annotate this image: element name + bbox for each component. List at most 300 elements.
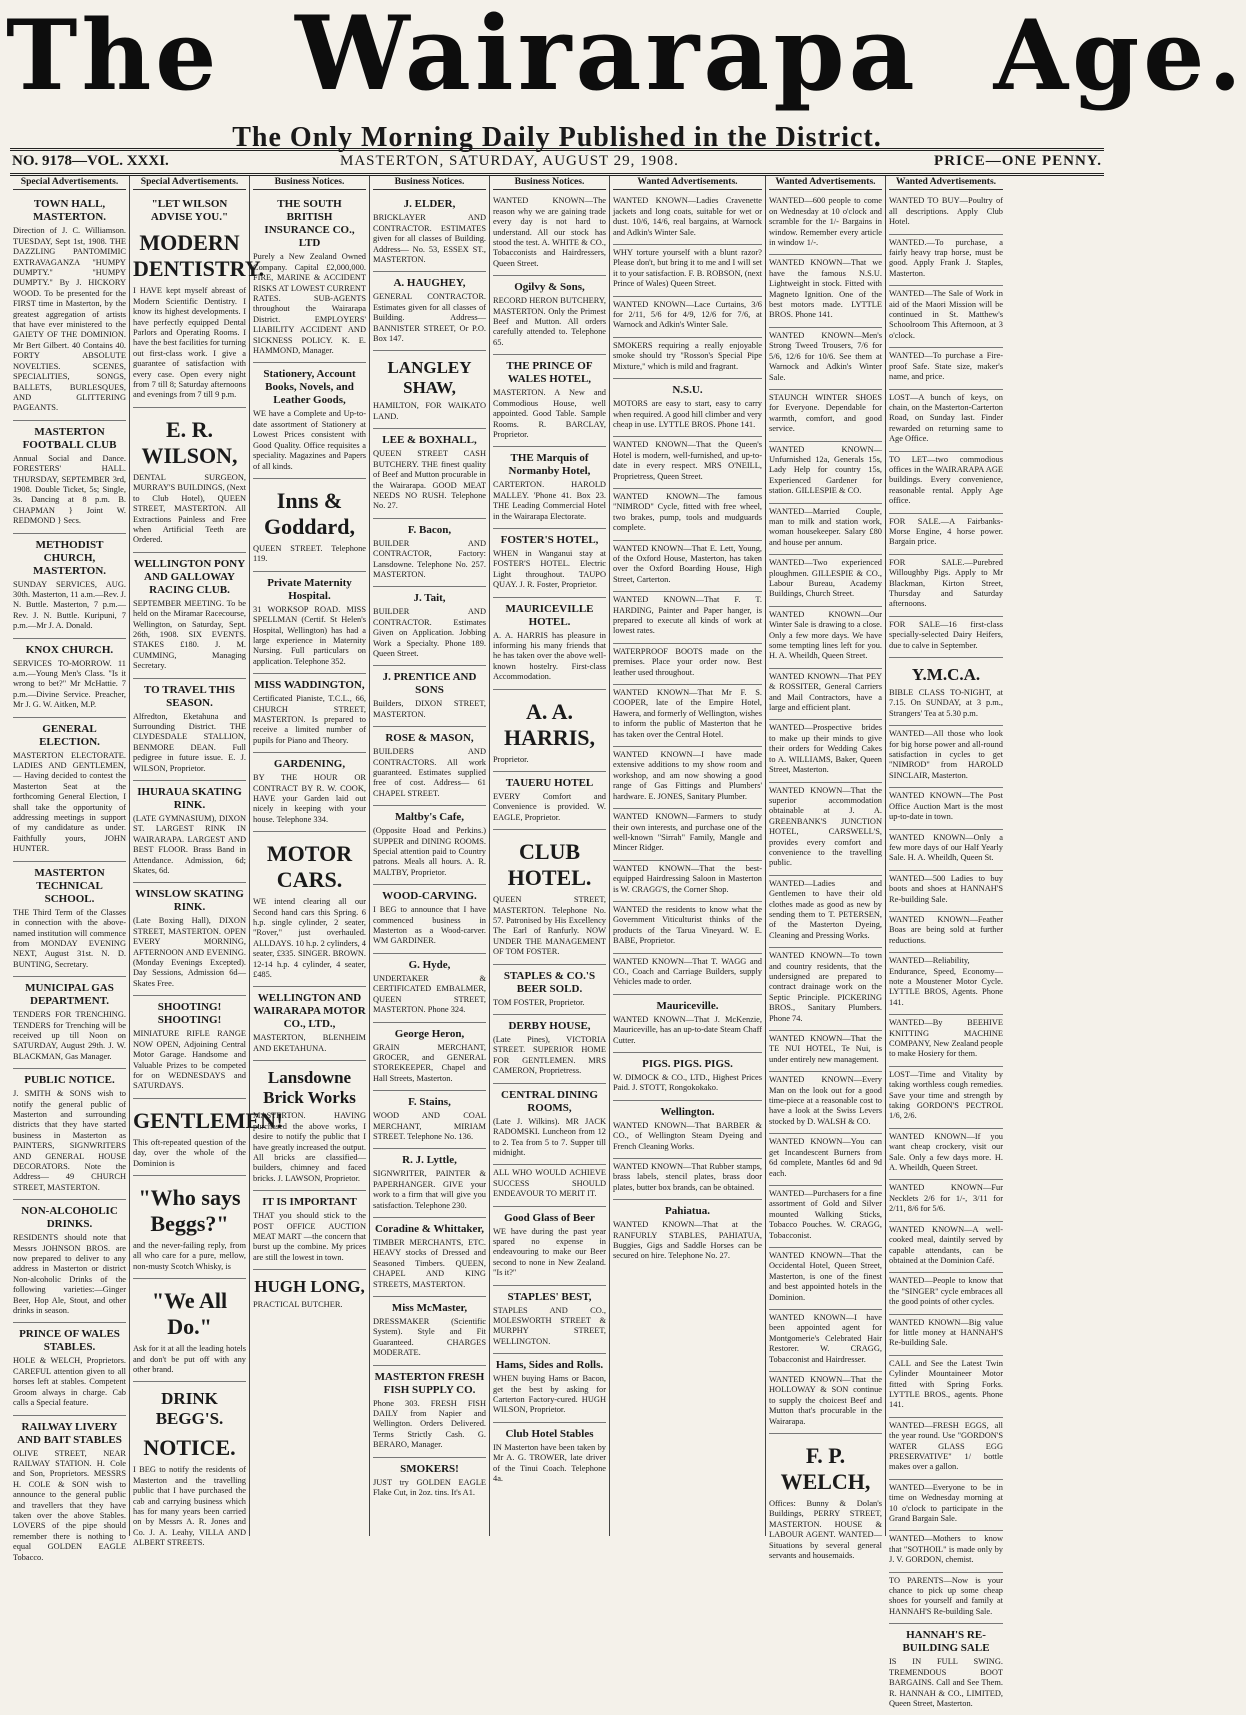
advert-body: UNDERTAKER & CERTIFICATED EMBALMER, QUEEN STREET, MASTERTON. Phone 324. [373,973,486,1015]
advert-body: Builders, DIXON STREET, MASTERTON. [373,699,486,719]
advertisement [889,555,1003,617]
advert-body: SEPTEMBER MEETING. To be held on the Miramar Racecourse, Wellington, on Saturday, Sept. 26th, 1908. SIX EVENTS. STAKES £180. J. M. CUMMING, Managing Secretary. [133,598,246,671]
advertisement [889,193,1003,234]
advert-body: WANTED KNOWN—That E. Lett, Young, of the Oxford House, Masterton, has taken over the Oxford Boarding House, High Street, Carterton. [613,543,762,584]
advert-body: HOLE & WELCH, Proprietors. CAREFUL attention given to all horses left at stables. Competent Groom always in charge. Cab calls a Special feature. [13,1356,126,1408]
advert-heading: WINSLOW SKATING RINK. [135,888,244,914]
advert-heading: PRINCE OF WALES STABLES. [19,1328,120,1354]
advert-heading: MASTERTON FOOTBALL CLUB [22,425,117,451]
advertisement [769,328,882,390]
advert-heading: Miss McMaster, [391,1302,468,1314]
advertisement [373,1218,486,1297]
advert-display-heading: GENTLEMEN! [133,1107,284,1133]
advert-body: TO PARENTS—Now is your chance to pick up some cheap shoes for yourself and family at HANNAH'S Re-building Sale. [889,1575,1003,1616]
advert-body: BRICKLAYER AND CONTRACTOR. ESTIMATES given for all classes of Building. Address— No. 53, ESSEX ST., MASTERTON. [373,213,486,265]
advertisement [133,883,246,996]
advertisement [613,1200,762,1268]
advertisement [769,1372,882,1434]
advert-heading: Wellington. [660,1105,715,1118]
advert-display-heading: A. A. HARRIS, [503,698,596,750]
advert-body: WANTED KNOWN—Lace Curtains, 3/6 for 2/11, 5/6 for 4/9, 12/6 for 7/6, at Warnock and Adkin's Winter Sale. [613,299,762,330]
advert-body: BUILDER AND CONTRACTOR. Estimates Given on Application. Jobbing Work a Specialty. Phone 189. Queen Street. [373,607,486,658]
advert-body: (Late J. Wilkins). MR JACK RADOMSKI. Luncheon from 12 to 2. Tea from 5 to 7. Supper till midnight. [493,1116,606,1157]
advert-body: WHEN buying Hams or Bacon, get the best by asking for Carterton Factory-cured. HUGH WILSON, Proprietor. [493,1374,606,1415]
advert-heading: Pahiatua. [665,1205,710,1218]
advert-body: FOR SALE—16 first-class specially-selected Dairy Heifers, due to calve in September. [889,619,1003,650]
advert-body: WANTED KNOWN—That the best-equipped Hairdressing Saloon in Masterton is W. CRAGG'S, the Corner Shop. [613,863,762,894]
advert-body: WANTED KNOWN—The reason why we are gaining trade every day is not hard to understand. All our stock has stood the test. A. WHITE & CO., Tobacconists and Hairdressers, Queen Street. [493,196,606,268]
advert-heading: STAPLES' BEST, [507,1290,592,1303]
advert-body: MASTERTON ELECTORATE. LADIES AND GENTLEMEN,— Having decided to contest the Masterton Seat at the forthcoming General Election, I shall take the opportunity of addressing meetings in support of my candidature as under. Faithfully yours, JOHN HUNTER. [13,750,126,854]
advertisement [133,1279,246,1382]
advert-heading: George Heron, [394,1027,465,1040]
advert-heading: R. J. Lyttle, [402,1154,457,1167]
advert-body: (LATE GYMNASIUM), DIXON ST. LARGEST RINK IN WAIRARAPA. LARGEST AND BEST FLOOR. Brass Band in Attendance. Admission, 6d; Skates, 6d. [133,814,246,876]
advertisement [769,876,882,948]
advert-body: STAPLES AND CO., MOLESWORTH STREET & MURPHY STREET, WELLINGTON. [493,1305,606,1346]
advertisement [889,1418,1003,1480]
advertisement [493,447,606,529]
advertisement [493,276,606,355]
advert-display-heading: CLUB HOTEL. [507,839,592,891]
advert-display-heading: Inns & Goddard, [263,487,356,539]
newspaper-title [6,0,1246,116]
advert-body: WANTED KNOWN—If you want cheap crockery, visit our Sale. Only a few days more. H. A. Wheildh, Queen Street. [889,1131,1003,1173]
advertisement [889,1480,1003,1532]
advert-body: WANTED the residents to know what the Government Viticulturist thinks of the products of the Tarua Vineyard. W. E. BABE, Proprietor. [613,904,762,946]
advertisement [769,1434,882,1567]
advertisement [613,592,762,644]
advert-heading: TOWN HALL, MASTERTON. [32,198,107,224]
advert-body: A. A. HARRIS has pleasure in informing his many friends that he has taken over the above well-known hostelry. First-class Accommodation. [493,630,606,682]
advert-body: WANTED KNOWN—The famous "NIMROD" Cycle, fitted with free wheel, two brakes, pump, tools and mudguards complete. [613,491,762,533]
advert-body: SMOKERS requiring a really enjoyable smoke should try "Rosson's Special Pipe Mixture," which is mild and fragrant. [613,340,762,371]
advertisement [889,788,1003,829]
advert-heading: GENERAL ELECTION. [39,722,100,748]
advert-body: Phone 303. FRESH FISH DAILY from Napier and Wellington. Orders Delivered. Terms Strictly Cash. G. BERARO, Manager. [373,1398,486,1450]
advertisement [889,1356,1003,1418]
advertisement [889,1222,1003,1274]
advertisement [769,607,882,669]
advert-heading: Mauriceville. [656,999,719,1012]
advertisement [373,806,486,885]
advert-heading: Club Hotel Stables [505,1427,594,1440]
issue-volume: NO. 9178—VOL. XXXI. [12,153,169,169]
advert-body: BUILDER AND CONTRACTOR, Factory: Lansdowne. Telephone No. 257. MASTERTON. [373,538,486,579]
advert-body: WANTED KNOWN—Big value for little money at HANNAH'S Re-building Sale. [889,1317,1003,1348]
advertisement [493,965,606,1015]
advert-body: WANTED KNOWN—That BARBER & CO., of Wellington Steam Dyeing and French Cleaning Works. [613,1120,762,1151]
advert-body: WANTED—600 people to come on Wednesday at 10 o'clock and scramble for the 1/- Bargains in window. Remember every article in window 1/-. [769,196,882,248]
masthead [0,0,1246,153]
advert-body: RESIDENTS should note that Messrs JOHNSON BROS. are now prepared to deliver to any address in Masterton or district Non-alcoholic Drinks of the following varieties:—Ginger Beer, Hop Ale, Stout, and other drinks in season. [13,1233,126,1316]
advertisement [613,644,762,685]
advert-body: Offices: Bunny & Dolan's Buildings, PERRY STREET, MASTERTON. HOUSE & LABOUR AGENT. WANTED—Situations by several general servants and housemaids. [769,1499,882,1561]
title-word-wairarapa: Wairarapa [295,0,919,114]
advert-heading: THE PRINCE OF WALES HOTEL, [506,360,593,386]
advert-body: This oft-repeated question of the day, over the whole of the Dominion is [133,1137,246,1168]
advertisement [13,193,126,420]
advert-body: BY THE HOUR OR CONTRACT BY R. W. COOK, HAVE your Garden laid out nicely in keeping with your house. Telephone 334. [253,773,366,824]
advert-heading: GARDENING, [273,758,346,771]
advert-body: TOM FOSTER, Proprietor. [493,997,585,1007]
advert-heading: A. HAUGHEY, [393,277,466,290]
advert-heading: LEE & BOXHALL, [382,434,477,447]
advertisement [13,1416,126,1569]
advertisement [613,685,762,747]
advertisement [769,555,882,607]
advert-body: Certificated Pianiste, T.C.L., 66, CHURCH STREET, MASTERTON. Is prepared to receive a limited number of pupils for Piano and Theory. [253,694,366,745]
advertisement [889,726,1003,788]
advertisement [769,1310,882,1372]
advertisement [133,679,246,781]
column-heading: Special Advertisements. [133,176,246,190]
advertisement [253,193,366,363]
advertisement [889,1531,1003,1572]
advertisement [373,272,486,351]
advert-body: WANTED KNOWN—That the Queen's Hotel is modern, well-furnished, and up-to-date in every respect. MRS O'NEILL, Proprietress, Queen Street. [613,440,762,481]
advertisement [889,235,1003,287]
advert-body: CARTERTON. HAROLD MALLEY. 'Phone 41. Box 23. THE Leading Commercial Hotel in the Wairarapa Electorate. [493,480,606,521]
advert-body: WHEN in Wanganui stay at FOSTER'S HOTEL. Electric Light throughout. TAUPO QUAY. J. R. Foster, Proprietor. [493,548,606,590]
advertisement [889,912,1003,953]
advert-body: I BEG to announce that I have commenced business in Masterton as a Wood-carver. WM GARDINER. [373,905,486,946]
advertisement [493,1354,606,1423]
advert-body: WATERPROOF BOOTS made on the premises. Place your order now. Best leather used throughout. [613,646,762,677]
newspaper-subtitle: The Only Morning Daily Published in the District. [232,122,882,153]
advertisement [253,674,366,753]
advert-heading: MUNICIPAL GAS DEPARTMENT. [25,982,114,1008]
advert-body: J. SMITH & SONS wish to notify the general public of Masterton and surrounding districts that they have started business in Masterton as PAINTERS, SIGNWRITERS AND GENERAL HOUSE DECORATORS. Note the Address— 49 CHURCH STREET, MASTERTON. [13,1089,126,1192]
advertisement [889,1180,1003,1221]
advert-body: WANTED KNOWN—That Rubber stamps, brass labels, stencil plates, brass door plates, butter box brands, can be obtained. [613,1162,762,1192]
advert-heading: Stationery, Account Books, Novels, and Leather Goods, [263,368,356,407]
advert-body: WANTED KNOWN—That the superior accommodation obtainable at J. A. GREENBANK'S JUNCTION HOTEL, CARSWELL'S, provides every comfort and convenience to the travelling public. [769,785,882,868]
advert-heading: KNOX CHURCH. [25,643,114,656]
advert-display-heading: "Who says Beggs?" [138,1184,241,1236]
advert-heading: WELLINGTON PONY AND GALLOWAY RACING CLUB. [133,557,246,596]
advertisement [889,830,1003,871]
advert-body: WE intend clearing all our Second hand cars this Spring. 6 h.p. single cylinder, 2 seater, "Rover," just overhauled. ALLDAYS. 10 h.p. 2 cylinders, 4 seater, £335. SINGER. BROWN. 12-14 h.p. 4 cylinder, 4 seater, £485. [253,897,366,980]
advert-body: WANTED KNOWN—The Post Office Auction Mart is the most up-to-date in town. [889,791,1003,822]
advertisement [253,987,366,1061]
advertisement [373,1297,486,1366]
advertisement [769,1248,882,1310]
advertisement [769,1031,882,1072]
advert-heading: FOSTER'S HOTEL, [500,533,599,546]
advert-display-heading: MODERN DENTISTRY. [133,230,265,282]
advertisement [613,1053,762,1101]
advert-body: WANTED KNOWN—That Mr F. S. COOPER, late of the Empire Hotel, Hawera, and formerly of Wellington, wishes to inform the public of Masterton that he has taken over the Central Hotel. [613,688,762,739]
advertisement [13,1069,126,1200]
advertisement [493,1207,606,1286]
advert-heading: PIGS. PIGS. PIGS. [642,1058,733,1070]
advert-body: TIMBER MERCHANTS, ETC. HEAVY stocks of Dressed and Seasoned Timbers. QUEEN, CHAPEL AND KING STREETS, MASTERTON. [373,1237,486,1289]
advert-heading-large: HUGH LONG, [254,1277,365,1297]
column-7 [766,176,886,1561]
advert-body: WANTED—Reliability, Endurance, Speed, Economy—note a Moustener Motor Cycle. LYTTLE BROS, Agents. Phone 141. [889,956,1003,1007]
advert-body: WANTED KNOWN—Ladies Cravenette jackets and long coats, suitable for wet or dust. 10/6, 14/6, real bargains, at Warnock and Adkin's Winter Sale. [613,196,762,237]
advert-body: LOST—A bunch of keys, on chain, on the Masterton-Carterton Road, on Sunday last. Finder rewarded on returning same to Age Office. [889,392,1003,444]
advert-body: SERVICES TO-MORROW. 11 a.m.—Young Men's Class. "Is it wrong to bet?" Mr McHattie. 7 p.m.—Divine Service. Preacher, Mr J. G. W. Aitken, M.P. [13,658,126,710]
advert-heading: J. ELDER, [403,198,456,211]
advertisement [769,390,882,442]
title-word-the: The [6,0,221,112]
column-heading: Wanted Advertisements. [889,176,1003,190]
advertisement [133,781,246,883]
advertisement [373,351,486,429]
advertisement [493,193,606,276]
advertisement [889,1129,1003,1181]
column-heading: Business Notices. [253,176,366,190]
advertisement [889,1573,1003,1625]
advertisement [13,639,126,718]
advert-heading: IT IS IMPORTANT [262,1196,357,1209]
advertisement [13,718,126,862]
advert-body: WOOD AND COAL MERCHANT, MIRIAM STREET. Telephone No. 136. [373,1111,486,1141]
column-3 [250,176,370,1536]
advertisement [613,193,762,245]
advertisement [133,1382,246,1554]
advertisement [253,1270,366,1316]
advert-body: TO LET—two commodious offices in the WAIRARAPA AGE buildings. Every convenience, reasonable rental. Apply Age office. [889,454,1003,506]
advert-body: GENERAL CONTRACTOR. Estimates given for all classes of Building. Address—BANNISTER STREET, Or P.O. Box 147. [373,292,486,344]
advertisement [613,379,762,437]
advert-heading: STAPLES & CO.'S BEER SOLD. [503,969,596,995]
advert-body: WANTED—Everyone to be in time on Wednesday morning at 10 o'clock to participate in the Grand Bargain Sale. [889,1482,1003,1524]
advert-body: IS IN FULL SWING. TREMENDOUS BOOT BARGAINS. Call and See Them. R. HANNAH & CO., LIMITED, Queen Street, Masterton. [889,1657,1003,1708]
advertisement [889,1067,1003,1129]
advertisement [769,1134,882,1186]
advert-heading-large: Lansdowne Brick Works [263,1068,356,1108]
advertisement [373,1023,486,1092]
advertisement [769,669,882,721]
advertisement [493,1165,606,1206]
advertisement [253,363,366,478]
advertisement [889,514,1003,555]
advertisement [133,1099,284,1176]
advert-body: DENTAL SURGEON, MURRAY'S BUILDINGS, (Next to Club Hotel), QUEEN STREET, MASTERTON. All Extractions Painless and Free when Artificial Teeth are Ordered. [133,472,246,545]
advert-body: BUILDERS AND CONTRACTORS. All work guaranteed. Estimates supplied free of cost. Address— 61 CHAPEL STREET. [373,747,486,798]
advertisement [613,747,762,809]
advertisement [13,1200,126,1323]
advert-body: Purely a New Zealand Owned Company. Capital £2,000,000. FIRE, MARINE & ACCIDENT RISKS AT LOWEST CURRENT RATES. SUB-AGENTS throughout the Wairarapa District. EMPLOYERS' LIABILITY ACCIDENT AND SICKNESS POLICY. K. E. HAMMOND, Manager. [253,252,366,356]
advert-body: MOTORS are easy to start, easy to carry when required. A good hill climber and very cheap in use. LYTTLE BROS. Phone 141. [613,399,762,429]
advertisement [889,1273,1003,1314]
advert-body: QUEEN STREET. Telephone 119. [253,543,366,564]
advertisement [373,587,486,666]
advertisement [373,429,486,518]
column-heading: Business Notices. [493,176,606,190]
advert-body: WHY torture yourself with a blunt razor? Please don't, but bring it to me and I will set it to your satisfaction. F. B. ROBSON, (next Prince of Wales) Queen Street. [613,248,762,289]
advertisement [493,1423,606,1491]
advert-heading: SHOOTING! SHOOTING! [157,1001,222,1027]
advert-heading: IHURAUA SKATING RINK. [137,786,242,811]
advert-heading: J. PRENTICE AND SONS [382,671,477,697]
advert-body: WANTED KNOWN—Feather Boas are being sold at further reductions. [889,914,1003,945]
advertisement [889,1624,1003,1715]
advert-body: MINIATURE RIFLE RANGE NOW OPEN, Adjoining Central Motor Garage. Handsome and Valuable Prizes to be competed for on WEDNESDAYS and SATURDAYS. [133,1029,246,1091]
advert-body: WANTED KNOWN—Unfurnished 12a, Generals 15s, Lady Help for country 15s, Experienced Gardener for station. GILLESPIE & CO. [769,444,882,496]
advert-body: (Late Boxing Hall), DIXON STREET, MASTERTON. OPEN EVERY MORNING, AFTERNOON AND EVENING. (Monday Evenings Excepted). Day Sessions, Admission 6d—Skates Free. [133,916,246,988]
advertisement [769,193,882,255]
advert-heading: Hams, Sides and Rolls. [495,1359,604,1372]
advertisement [613,437,762,489]
advert-body: WANTED KNOWN—That the HOLLOWAY & SON continue to supply the choicest Beef and Mutton that's procurable in the Wairarapa. [769,1375,882,1426]
advertisement [613,809,762,861]
advert-heading: F. Bacon, [407,523,452,536]
advert-body: SUNDAY SERVICES, AUG. 30th. Masterton, 11 a.m.—Rev. J. N. Buttle. Masterton, 7 p.m.—Rev. J. N. Buttle. Kuripuni, 7 p.m.—Mr J. A. Donald. [13,579,126,631]
advert-display-heading: MOTOR CARS. [266,841,353,893]
advertisement [493,772,606,830]
advert-heading: MISS WADDINGTON, [254,679,365,692]
advert-body: QUEEN STREET, MASTERTON. Telephone No. 57. Patronised by His Excellency The Earl of Ranfurly. NOW UNDER THE MANAGEMENT OF TOM FOSTER. [493,895,606,957]
advert-body: WANTED—All those who look for big horse power and all-round satisfaction in cycles to get "NIMROD" from HAROLD SINCLAIR, Masterton. [889,729,1003,780]
advertisement [253,572,366,674]
advert-body: TENDERS FOR TRENCHING. TENDERS for Trenching will be received up till Noon on SATURDAY, August 29th. J. W. BLACKMAN, Gas Manager. [13,1010,126,1061]
advert-heading-large: LANGLEY SHAW, [387,358,472,398]
advert-body: WANTED KNOWN—That at the RANFURLY STABLES, PAHIATUA, Buggies, Gigs and Saddle Horses can be secured on hire. Telephone No. 27. [613,1220,762,1261]
advert-body: WANTED—Mothers to know that "SOTHOIL" is made only by J. V. GORDON, chemist. [889,1534,1003,1565]
column-1 [10,176,130,1562]
advert-body: MASTERTON. A New and Commodious House, well appointed. Good Table. Sample Rooms. R. BARCLAY, Proprietor. [493,388,606,439]
advertisement [493,1286,606,1355]
column-2 [130,176,284,1548]
advert-heading: NON-ALCOHOLIC DRINKS. [21,1205,118,1231]
advert-body: GRAIN MERCHANT, GROCER, and GENERAL STOREKEEPER, Chapel and Hall Streets, Masterton. [373,1042,486,1083]
advert-body: WANTED—FRESH EGGS, all the year round. Use "GORDON'S WATER GLASS EGG PRESERVATIVE" 1/ bottle makes over a gallon. [889,1420,1003,1472]
advert-body: WANTED—Prospective brides to make up their minds to give their orders for Wedding Cakes to A. WILLIAMS, Baker, Queen Street, Masterton. [769,723,882,775]
advertisement [493,1084,606,1166]
advert-body: WANTED KNOWN—You can get Incandescent Burners from 6d complete, Mantles 6d and 9d each. [769,1137,882,1178]
advertisement [373,666,486,727]
advert-heading: N.S.U. [672,384,703,397]
advert-body: WANTED—Purchasers for a fine assortment of Gold and Silver mounted Walking Sticks, Tobacco Pouches. W. CRAGG, Tobacconist. [769,1188,882,1240]
advertisement [889,348,1003,389]
column-heading: Special Advertisements. [13,176,126,190]
advert-body: WANTED KNOWN—That J. McKenzie, Mauriceville, has an up-to-date Steam Chaff Cutter. [613,1014,762,1045]
advert-body: IN Masterton have been taken by Mr A. G. TROWER, late driver of the Tinui Coach. Telephone 4a. [493,1442,606,1484]
advertisement [373,885,486,954]
advertisement [253,1061,366,1191]
advert-body: WANTED—By BEEHIVE KNITTING MACHINE COMPANY, New Zealand people to make Hosiery for them. [889,1018,1003,1059]
advertisement [133,553,246,679]
advertisement [613,297,762,338]
advert-heading: Coradine & Whittaker, [374,1222,485,1235]
advert-body: MASTERTON, BLENHEIM AND EKETAHUNA. [253,1033,366,1053]
advert-body: STAUNCH WINTER SHOES for Everyone. Dependable for warmth, comfort, and good service. [769,392,882,434]
advert-body: WANTED KNOWN—A well-cooked meal, daintily served by capable attendants, can be obtained at the Dominion Café. [889,1224,1003,1265]
advert-display-heading: "We All Do." [151,1288,228,1340]
advertisement [493,529,606,598]
advertisement [889,953,1003,1015]
advert-body: WANTED—To purchase a Fire-proof Safe. State size, maker's name, and price. [889,351,1003,382]
advert-body: WANTED KNOWN—That we have the famous N.S.U. Lightweight in stock. Fitted with Magneto Ignition. One of the best motors made. LYTTLE BROS. Phone 141. [769,258,882,320]
advertisement [13,862,126,977]
advertisement [373,1458,486,1505]
advert-columns [10,176,1104,1708]
advertisement [13,1323,126,1415]
advert-display-heading: F. P. WELCH, [780,1443,871,1495]
advert-body: THAT you should stick to the POST OFFICE AUCTION MEAT MART —the concern that burst up the combine. My prices are still the lowest in town. [253,1211,366,1262]
advert-body: SIGNWRITER, PAINTER & PAPERHANGER. GIVE your work to a firm that will give you satisfaction. Telephone 230. [373,1169,486,1210]
advertisement [889,871,1003,912]
advert-body: PRACTICAL BUTCHER. [253,1300,343,1310]
advertisement [769,1072,882,1134]
advertisement [253,479,366,572]
advert-body: ALL WHO WOULD ACHIEVE SUCCESS SHOULD ENDEAVOUR TO MERIT IT. [493,1168,606,1199]
advertisement [373,519,486,588]
advert-body: JUST try GOLDEN EAGLE Flake Cut, in 2oz. tins. It's A1. [373,1477,486,1498]
column-4 [370,176,490,1536]
advert-heading: G. Hyde, [408,958,451,971]
advertisement [613,1101,762,1159]
advertisement [769,720,882,782]
advertisement [889,617,1003,658]
advert-heading: WOOD-CARVING. [382,890,477,903]
advert-heading: "LET WILSON ADVISE YOU." [150,198,229,224]
advert-body: Alfredton, Eketahuna and Surrounding District. THE CLYDESDALE STALLION, BENMORE DEAN. Full pedigree in future issue. E. J. WILSON, Proprietor. [133,711,246,773]
advert-heading: MAURICEVILLE HOTEL. [505,602,594,628]
advert-body: WANTED KNOWN—That PEY & ROSSITER, General Carriers and Mail Contractors, have a large and efficient plant. [769,671,882,713]
advertisement [373,954,486,1023]
advert-body: RECORD HERON BUTCHERY, MASTERTON. Only the Primest Beef and Mutton. All orders carefully attended to. Telephone 65. [493,296,606,347]
advertisement [13,534,126,639]
advertisement [373,193,486,272]
advertisement [769,1186,882,1248]
advert-heading: METHODIST CHURCH, MASTERTON. [32,538,107,577]
advert-body: WE have a Complete and Up-to-date assortment of Stationery at Lowest Prices consistent with Good Quality. Office requisites a speciality. Magazines and Papers of all kinds. [253,409,366,471]
advertisement [613,954,762,995]
advert-body: WANTED KNOWN—Fur Necklets 2/6 for 1/-, 3/11 for 2/11, 8/6 for 5/6. [889,1183,1003,1214]
advert-heading: ROSE & MASON, [385,732,474,745]
advertisement [133,1176,246,1279]
advert-heading: Good Glass of Beer [504,1211,595,1224]
advert-body: FOR SALE.—Purebred Willoughby Pigs. Apply to Mr Blackman, Kirton Street, Thursday and Saturday afternoons. [889,557,1003,609]
advert-body: WANTED.—To purchase, a fairly heavy trap horse, must be good. Apply Frank J. Staples, Masterton. [889,237,1003,278]
advert-heading: SMOKERS! [400,1462,459,1475]
column-6 [610,176,766,1536]
advert-body: QUEEN STREET CASH BUTCHERY. THE finest quality of Beef and Mutton procurable in the Wairarapa. GOOD MEAT NEEDS NO RUSH. Telephone No. 27. [373,449,486,511]
advert-body: WANTED KNOWN—Farmers to study their own interests, and purchase one of the well-known "Sirrah" Family, Mangle and Mincer Ridger. [613,812,762,853]
advert-heading: TO TRAVEL THIS SEASON. [144,683,235,709]
advert-body: WANTED KNOWN—Our Winter Sale is drawing to a close. Only a few more days. We have some tempting lines left for you. H. A. Wheildh, Queen Street. [769,609,882,661]
advertisement [769,442,882,504]
advert-heading: THE SOUTH BRITISH INSURANCE CO., LTD [264,198,355,250]
advert-body: Ask for it at all the leading hotels and don't be put off with any other brand. [133,1344,246,1374]
issue-date: MASTERTON, SATURDAY, AUGUST 29, 1908. [340,153,679,169]
advertisement [613,541,762,593]
advertisement [373,1149,486,1218]
column-heading: Wanted Advertisements. [769,176,882,190]
advertisement [769,504,882,556]
advert-body: WANTED KNOWN—Men's Strong Tweed Trousers, 7/6 for 5/6, 12/6 for 10/6. See them at Warnock and Adkin's Winter Sale. [769,330,882,382]
advertisement [889,658,1003,726]
advert-body: WANTED KNOWN—That the Occidental Hotel, Queen Street, Masterton, is one of the finest and best appointed hotels in the Dominion. [769,1250,882,1302]
advert-body: WANTED KNOWN—That the TE NUI HOTEL, Te Nui, is under entirely new management. [769,1034,882,1064]
advert-body: BIBLE CLASS TO-NIGHT, at 7.15. On SUNDAY, at 3 p.m., Strangers' Tea at 5.30 p.m. [889,688,1003,718]
advert-body: LOST—Time and Vitality by taking worthless cough remedies. Save your time and strength by taking GORDON'S PECTROL 1/6, 2/6. [889,1069,1003,1121]
advertisement [253,1191,366,1270]
advertisement [613,995,762,1053]
advert-body: Direction of J. C. Williamson. TUESDAY, Sept 1st, 1908. THE DAZZLING PANTOMIMIC EXTRAVAGANZA "HUMPY DUMPTY." "HUMPY DUMPTY." By J. HICKORY WOOD. To be presented for the FIRST time in Masterton, by the greatest aggregation of artists that have ever ministered to the GAIETY OF THE DOMINION. Mr Bert Gilbert. 40 Contains 40. FORTY ABSOLUTE NOVELTIES. SCENES, SPECIALITIES, SONGS, BALLETS, BURLESQUES, AND GLITTERING PAGEANTS. [13,226,126,413]
advertisement [889,1315,1003,1356]
advert-body: WANTED KNOWN—I have made extensive additions to my show room and workshop, and am now showing a good range of Gas Fittings and Plumbers' hardware. E. JONES, Sanitary Plumber. [613,750,762,801]
advert-body: OLIVE STREET, NEAR RAILWAY STATION. H. Cole and Son, Proprietors. MESSRS H. COLE & SON wish to announce to the general public and travellers that they have taken over the above Stables. LOVERS of the pipe should remember there is nothing to equal GOLDEN EAGLE Tobacco. [13,1448,126,1562]
advert-body: (Late Pines), VICTORIA STREET. SUPERIOR HOME FOR GENTLEMEN. MRS CAMERON, Proprietress. [493,1035,606,1076]
advert-body: THE Third Term of the Classes in connection with the above-named institution will commence from MONDAY EVENING NEXT, August 31st. N. D. BUNTING, Secretary. [13,907,126,969]
advertisement [253,832,366,987]
